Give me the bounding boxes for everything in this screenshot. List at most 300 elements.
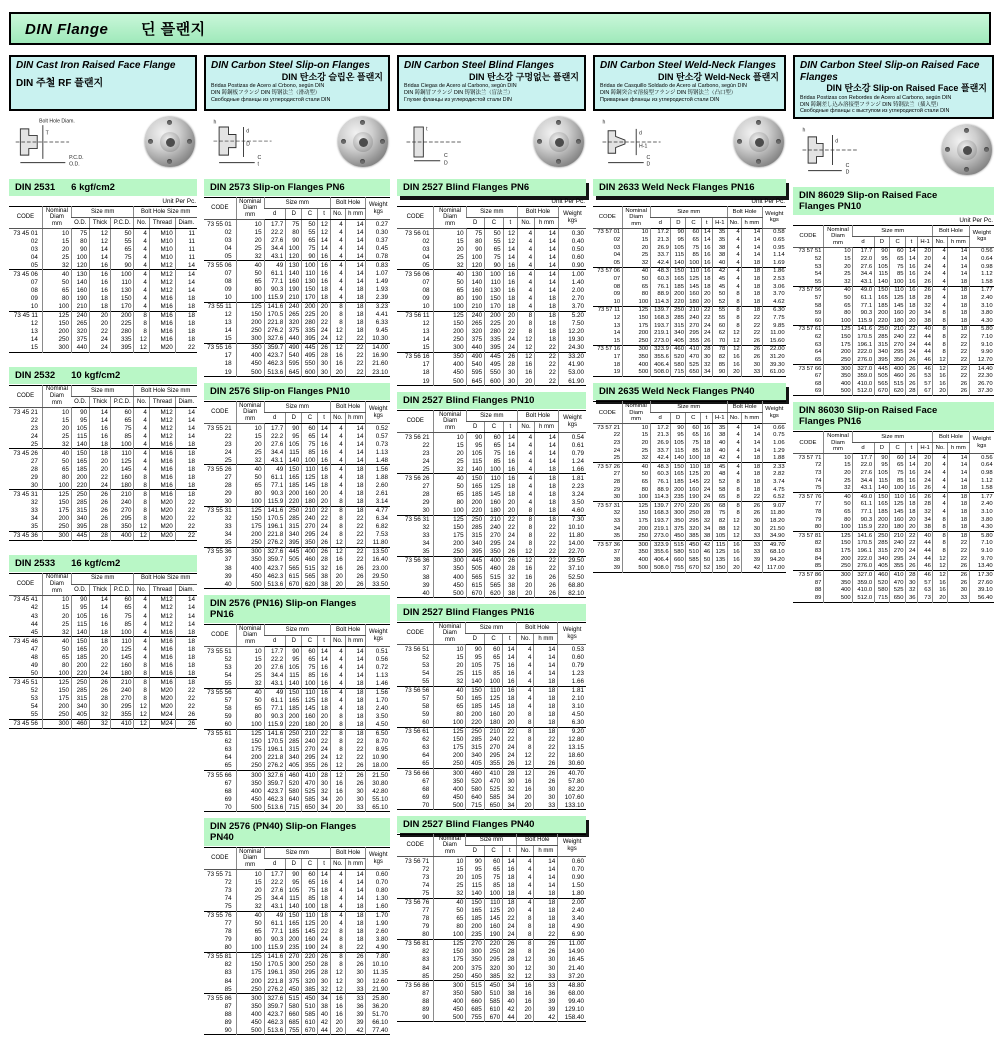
value-cell: 30 bbox=[742, 525, 762, 533]
table-row bbox=[397, 793, 586, 801]
value-cell: 273.0 bbox=[650, 337, 671, 345]
value-cell: 32 bbox=[434, 890, 466, 899]
value-cell: 141.6 bbox=[264, 952, 286, 961]
value-cell: 50 bbox=[236, 269, 264, 277]
value-cell: 150 bbox=[622, 510, 650, 518]
column-header: Bolt Hole bbox=[330, 625, 366, 636]
value-cell: 18 bbox=[948, 295, 969, 303]
table-row bbox=[397, 524, 586, 532]
value-cell: 24 bbox=[503, 923, 517, 931]
value-cell: 160 bbox=[302, 936, 318, 944]
value-cell: 200 bbox=[286, 490, 302, 498]
value-cell: 115 bbox=[712, 541, 727, 549]
value-cell: M20 bbox=[149, 703, 175, 711]
value-cell: 16 bbox=[905, 470, 917, 478]
value-cell: 540 bbox=[466, 361, 485, 369]
value-cell: 285 bbox=[71, 686, 89, 694]
value-cell: 27.6 bbox=[264, 663, 286, 671]
value-cell: 38 bbox=[503, 989, 517, 997]
value-cell: 1.56 bbox=[366, 688, 390, 697]
value-cell: 80 bbox=[236, 936, 264, 944]
value-cell: 14 bbox=[345, 647, 366, 656]
value-cell: M24 bbox=[149, 719, 175, 728]
value-cell: 24 bbox=[701, 322, 712, 330]
value-cell: M16 bbox=[149, 465, 175, 473]
value-cell: 25 bbox=[42, 253, 71, 261]
value-cell: 88.9 bbox=[650, 486, 671, 494]
value-cell: 40 bbox=[42, 637, 71, 646]
code-cell: 09 bbox=[224, 286, 232, 294]
value-cell: 4 bbox=[134, 628, 149, 637]
table-row bbox=[9, 320, 197, 328]
value-cell: 26 bbox=[948, 571, 969, 579]
table-row bbox=[793, 373, 994, 381]
value-cell: 22 bbox=[535, 361, 559, 369]
value-cell: 660 bbox=[466, 997, 484, 1005]
value-cell: 115.9 bbox=[264, 498, 286, 507]
value-cell: 28 bbox=[90, 523, 111, 532]
value-cell: 3.40 bbox=[558, 915, 586, 923]
value-cell: 220 bbox=[874, 524, 890, 532]
value-cell: 4 bbox=[134, 416, 149, 424]
value-cell: 580 bbox=[466, 989, 484, 997]
value-cell: 327.0 bbox=[853, 365, 874, 373]
code-cell: 38 bbox=[422, 573, 430, 581]
value-cell: 77.1 bbox=[853, 302, 874, 310]
value-cell: 359.0 bbox=[853, 373, 874, 381]
value-cell: 18 bbox=[535, 482, 559, 490]
value-cell: 220 bbox=[302, 952, 318, 961]
table-row bbox=[204, 302, 390, 311]
flange-photo bbox=[942, 125, 992, 175]
column-header: No. bbox=[517, 846, 534, 857]
svg-text:C: C bbox=[646, 154, 651, 161]
value-cell: 14 bbox=[535, 286, 559, 294]
value-cell: 26 bbox=[318, 952, 330, 961]
code-cell: 67 bbox=[224, 779, 232, 787]
value-cell: 32 bbox=[823, 278, 852, 286]
value-cell: 320 bbox=[466, 328, 485, 336]
value-cell: 18 bbox=[535, 465, 559, 474]
value-cell: 26 bbox=[503, 939, 517, 948]
value-cell: 20 bbox=[517, 377, 534, 386]
flange-size-table bbox=[397, 410, 586, 598]
flange-size-table bbox=[397, 206, 586, 386]
value-cell: 140 bbox=[874, 485, 890, 493]
value-cell: 68.80 bbox=[558, 581, 586, 589]
value-cell: 1.66 bbox=[558, 677, 586, 686]
value-cell: 20 bbox=[917, 462, 932, 470]
value-cell: 42 bbox=[701, 541, 712, 549]
code-cell: 10 bbox=[30, 303, 38, 311]
value-cell: 8 bbox=[330, 936, 345, 944]
value-cell: 250 bbox=[286, 506, 302, 515]
value-cell: 410 bbox=[484, 769, 502, 778]
value-cell: 2.39 bbox=[366, 294, 390, 303]
value-cell: 57.80 bbox=[558, 777, 586, 785]
value-cell: 20 bbox=[90, 653, 111, 661]
value-cell: 4 bbox=[933, 255, 948, 263]
table-row bbox=[397, 939, 586, 948]
value-cell: 80 bbox=[42, 295, 71, 303]
value-cell: 14 bbox=[345, 261, 366, 270]
value-cell: 32 bbox=[434, 465, 466, 474]
value-cell: 270 bbox=[302, 746, 318, 754]
value-cell: 32 bbox=[917, 509, 932, 517]
value-cell: 375 bbox=[286, 977, 302, 985]
table-row bbox=[593, 298, 786, 306]
value-cell: 65 bbox=[302, 655, 318, 663]
value-cell: 14 bbox=[948, 462, 969, 470]
value-cell: 36 bbox=[345, 1002, 366, 1010]
value-cell: 22 bbox=[345, 539, 366, 548]
value-cell: 219.1 bbox=[650, 330, 671, 338]
value-cell: 75 bbox=[110, 612, 134, 620]
value-cell: 14 bbox=[345, 440, 366, 448]
value-cell: 180 bbox=[890, 524, 906, 532]
value-cell: 185 bbox=[286, 928, 302, 936]
value-cell: 160 bbox=[466, 286, 485, 294]
value-cell: 210 bbox=[302, 506, 318, 515]
value-cell: 8 bbox=[517, 524, 534, 532]
value-cell: 150 bbox=[236, 961, 264, 969]
value-cell: 8 bbox=[727, 306, 741, 314]
value-cell: 359.7 bbox=[264, 779, 286, 787]
code-cell: 40 bbox=[224, 580, 232, 588]
table-row bbox=[9, 344, 197, 353]
value-cell: 18 bbox=[701, 439, 712, 447]
value-cell: 340 bbox=[466, 540, 485, 548]
value-cell: 315 bbox=[874, 341, 890, 349]
product-title-ko: DIN 탄소강 Weld-Neck 플랜지 bbox=[657, 71, 779, 82]
value-cell: 14 bbox=[534, 653, 558, 661]
table-row bbox=[593, 455, 786, 463]
product-subtitles: Bridas Postizas de Acero al Crbono, según DIN DIN 鋳鋼板フランジ DIN 铸钢法兰（滑动型） Свободные фланцы из углеродистой стали DIN bbox=[211, 83, 331, 103]
value-cell: 22 bbox=[345, 754, 366, 762]
column-header: t bbox=[503, 218, 517, 229]
table-row bbox=[593, 244, 786, 252]
value-cell: 40 bbox=[622, 267, 650, 275]
value-cell: 32 bbox=[318, 985, 330, 994]
value-cell: 18 bbox=[345, 465, 366, 474]
value-cell: 34.4 bbox=[264, 448, 286, 456]
value-cell: 25 bbox=[434, 882, 466, 890]
value-cell: 37.20 bbox=[558, 972, 586, 981]
value-cell: 20 bbox=[622, 244, 650, 252]
value-cell: 28 bbox=[917, 295, 932, 303]
value-cell: 1.00 bbox=[558, 270, 586, 279]
value-cell: 52 bbox=[712, 479, 727, 487]
value-cell: 18 bbox=[905, 295, 917, 303]
value-cell: 276.2 bbox=[264, 762, 286, 771]
value-cell: 80 bbox=[42, 473, 71, 481]
value-cell: 50 bbox=[236, 697, 264, 705]
value-cell: 4 bbox=[933, 462, 948, 470]
value-cell: 62 bbox=[712, 330, 727, 338]
table-row bbox=[397, 229, 586, 238]
value-cell: 200 bbox=[485, 311, 504, 320]
value-cell: 170.5 bbox=[853, 334, 874, 342]
value-cell: 4 bbox=[727, 432, 741, 440]
value-cell: 18 bbox=[535, 328, 559, 336]
value-cell: 18 bbox=[345, 705, 366, 713]
value-cell: 34 bbox=[318, 795, 330, 803]
column-header: No. bbox=[517, 422, 534, 433]
value-cell: 40 bbox=[712, 259, 727, 267]
value-cell: 141.6 bbox=[853, 325, 874, 333]
value-cell: 24 bbox=[917, 470, 932, 478]
column-header: Size mm bbox=[466, 835, 517, 846]
value-cell: 16 bbox=[517, 361, 534, 369]
value-cell: 114.3 bbox=[650, 494, 671, 502]
column-header: Weight kgs bbox=[366, 625, 390, 647]
value-cell: 75 bbox=[302, 440, 318, 448]
value-cell: 1.50 bbox=[558, 882, 586, 890]
value-cell: 33 bbox=[742, 369, 763, 377]
svg-text:C: C bbox=[443, 152, 448, 159]
value-cell: 395 bbox=[485, 344, 504, 353]
value-cell: 1.13 bbox=[366, 448, 390, 456]
value-cell: 32 bbox=[503, 972, 517, 981]
value-cell: 168.3 bbox=[650, 315, 671, 323]
column-header: Bolt Hole bbox=[330, 198, 366, 209]
value-cell: 610 bbox=[302, 1018, 318, 1026]
value-cell: 75 bbox=[485, 449, 504, 457]
value-cell: 125 bbox=[302, 920, 318, 928]
value-cell: 24.30 bbox=[558, 344, 586, 353]
column-weld-neck bbox=[593, 55, 786, 577]
value-cell: 270 bbox=[890, 548, 906, 556]
value-cell: 8 bbox=[134, 473, 149, 481]
value-cell: 25 bbox=[622, 252, 650, 260]
value-cell: 50 bbox=[236, 920, 264, 928]
value-cell: 14 bbox=[175, 270, 197, 279]
table-row bbox=[204, 343, 390, 352]
value-cell: 285 bbox=[286, 515, 302, 523]
table-row bbox=[204, 432, 390, 440]
table-row bbox=[204, 878, 390, 886]
value-cell: 45 bbox=[712, 275, 727, 283]
value-cell: 595 bbox=[286, 360, 302, 368]
value-cell: 65 bbox=[302, 236, 318, 244]
value-cell: 395 bbox=[302, 335, 318, 344]
value-cell: 600 bbox=[302, 368, 318, 377]
value-cell: 250 bbox=[71, 490, 89, 499]
value-cell: 110 bbox=[302, 465, 318, 474]
table-row bbox=[793, 493, 994, 501]
value-cell: 221.8 bbox=[264, 319, 286, 327]
page-title-banner bbox=[9, 12, 991, 45]
column-header: t bbox=[503, 846, 517, 857]
value-cell: 21.90 bbox=[366, 985, 390, 994]
value-cell: 16 bbox=[503, 465, 517, 474]
code-cell: 73 56 26 bbox=[397, 474, 434, 483]
value-cell: 150 bbox=[286, 688, 302, 697]
column-header: h mm bbox=[535, 422, 559, 433]
value-cell: 22 bbox=[345, 352, 366, 360]
value-cell: 16 bbox=[318, 663, 330, 671]
value-cell: 320 bbox=[286, 319, 302, 327]
value-cell: 110 bbox=[484, 686, 502, 695]
value-cell: 400 bbox=[823, 587, 852, 595]
value-cell: 0.60 bbox=[558, 857, 586, 866]
value-cell: 60 bbox=[890, 454, 906, 462]
value-cell: 525 bbox=[686, 361, 701, 369]
table-row bbox=[9, 328, 197, 336]
column-header: C bbox=[686, 413, 701, 424]
value-cell: 20 bbox=[701, 298, 712, 306]
value-cell: 18 bbox=[905, 501, 917, 509]
value-cell: 77.1 bbox=[264, 928, 286, 936]
code-cell: 62 bbox=[422, 736, 430, 744]
table-row bbox=[397, 377, 586, 386]
value-cell: 18 bbox=[742, 283, 763, 291]
table-row bbox=[9, 440, 197, 449]
value-cell: 60 bbox=[890, 247, 906, 255]
value-cell: 8 bbox=[727, 510, 741, 518]
value-cell: 40 bbox=[917, 325, 932, 333]
value-cell: 495 bbox=[302, 352, 318, 360]
code-cell: 22 bbox=[613, 432, 621, 439]
column-header: Nominal Diam mm bbox=[823, 226, 852, 248]
value-cell: 595 bbox=[466, 369, 485, 377]
value-cell: 78 bbox=[712, 345, 727, 353]
value-cell: M16 bbox=[149, 328, 175, 336]
value-cell: 22 bbox=[175, 499, 197, 507]
value-cell: 75 bbox=[110, 424, 134, 432]
value-cell: 22 bbox=[534, 931, 558, 940]
column-header: C bbox=[302, 636, 318, 647]
value-cell: 18 bbox=[742, 259, 763, 267]
value-cell: 90 bbox=[712, 369, 727, 377]
table-row bbox=[593, 345, 786, 353]
code-cell: 73 57 86 bbox=[793, 571, 823, 579]
value-cell: 14 bbox=[345, 663, 366, 671]
value-cell: 41.90 bbox=[558, 361, 586, 369]
value-cell: 18 bbox=[345, 473, 366, 481]
value-cell: 61.1 bbox=[264, 697, 286, 705]
column-header: h mm bbox=[345, 413, 366, 424]
value-cell: 8 bbox=[727, 315, 741, 323]
value-cell: 16 bbox=[503, 286, 517, 294]
value-cell: 60.3 bbox=[650, 275, 671, 283]
value-cell: 22 bbox=[535, 565, 559, 573]
value-cell: 18 bbox=[701, 275, 712, 283]
value-cell: M20 bbox=[149, 523, 175, 532]
value-cell: 14.00 bbox=[366, 343, 390, 352]
value-cell: 300 bbox=[622, 541, 650, 549]
value-cell: 508.0 bbox=[650, 369, 671, 377]
svg-text:C: C bbox=[257, 154, 262, 161]
value-cell: 8 bbox=[330, 729, 345, 738]
code-cell: 73 bbox=[224, 886, 232, 894]
column-blind bbox=[397, 55, 586, 1026]
svg-text:H-1: H-1 bbox=[639, 143, 648, 150]
value-cell: 4 bbox=[330, 679, 345, 688]
value-cell: 500 bbox=[434, 377, 466, 386]
value-cell: 8 bbox=[330, 746, 345, 754]
code-cell: 68 bbox=[814, 380, 822, 387]
column-header: CODE bbox=[204, 625, 236, 647]
value-cell: 250 bbox=[236, 327, 264, 335]
value-cell: 210 bbox=[110, 490, 134, 499]
value-cell: 30 bbox=[318, 779, 330, 787]
value-cell: 25 bbox=[434, 253, 466, 261]
table-row bbox=[204, 985, 390, 994]
value-cell: 406.4 bbox=[650, 361, 671, 369]
value-cell: 18 bbox=[534, 907, 558, 915]
value-cell: 327.6 bbox=[264, 994, 286, 1003]
value-cell: 26 bbox=[345, 762, 366, 771]
value-cell: 400 bbox=[236, 352, 264, 360]
value-cell: 90 bbox=[71, 408, 89, 417]
value-cell: 22 bbox=[345, 746, 366, 754]
value-cell: 150 bbox=[671, 267, 686, 275]
section-pressure-grade: 6 kgf/cm2 bbox=[71, 182, 115, 193]
value-cell: 16.90 bbox=[366, 352, 390, 360]
value-cell: 14 bbox=[742, 252, 763, 260]
value-cell: 115 bbox=[71, 432, 89, 440]
value-cell: 22 bbox=[535, 532, 559, 540]
value-cell: 285 bbox=[874, 540, 890, 548]
value-cell: 16 bbox=[330, 1002, 345, 1010]
value-cell: 8 bbox=[330, 738, 345, 746]
value-cell: 295 bbox=[485, 540, 504, 548]
value-cell: 20 bbox=[318, 920, 330, 928]
value-cell: 8 bbox=[727, 291, 741, 299]
value-cell: 28 bbox=[318, 352, 330, 360]
table-row bbox=[793, 524, 994, 532]
value-cell: 14 bbox=[535, 278, 559, 286]
value-cell: 14 bbox=[318, 244, 330, 252]
value-cell: 6.82 bbox=[366, 523, 390, 531]
value-cell: 80 bbox=[823, 516, 852, 524]
value-cell: 660 bbox=[286, 1010, 302, 1018]
value-cell: 26 bbox=[905, 373, 917, 381]
code-cell: 28 bbox=[224, 482, 232, 490]
value-cell: 610 bbox=[484, 1005, 502, 1013]
value-cell: 160 bbox=[110, 661, 134, 669]
table-row bbox=[593, 306, 786, 314]
value-cell: 4 bbox=[517, 898, 534, 907]
code-cell: 74 bbox=[422, 882, 430, 890]
code-cell: 04 bbox=[422, 253, 430, 261]
value-cell: 0.60 bbox=[366, 870, 390, 879]
value-cell: 150 bbox=[71, 637, 89, 646]
value-cell: 61.1 bbox=[853, 501, 874, 509]
value-cell: 14 bbox=[90, 245, 111, 253]
section-title-bar bbox=[593, 179, 786, 196]
value-cell: 14 bbox=[175, 408, 197, 417]
value-cell: 14 bbox=[175, 604, 197, 612]
value-cell: 0.95 bbox=[762, 244, 786, 252]
value-cell: 16 bbox=[517, 989, 534, 997]
value-cell: 1.30 bbox=[366, 895, 390, 903]
value-cell: 20 bbox=[330, 1026, 345, 1035]
table-section bbox=[9, 555, 197, 729]
value-cell: 110 bbox=[485, 474, 504, 483]
value-cell: 22.30 bbox=[969, 373, 994, 381]
value-cell: 8 bbox=[517, 515, 534, 524]
table-row bbox=[204, 762, 390, 771]
value-cell: 210 bbox=[484, 727, 502, 736]
code-cell: 39 bbox=[613, 564, 621, 571]
code-cell: 63 bbox=[814, 341, 822, 348]
code-cell: 54 bbox=[30, 703, 38, 711]
table-row bbox=[397, 711, 586, 719]
value-cell: 150 bbox=[434, 320, 466, 328]
value-cell: 450 bbox=[466, 972, 484, 981]
